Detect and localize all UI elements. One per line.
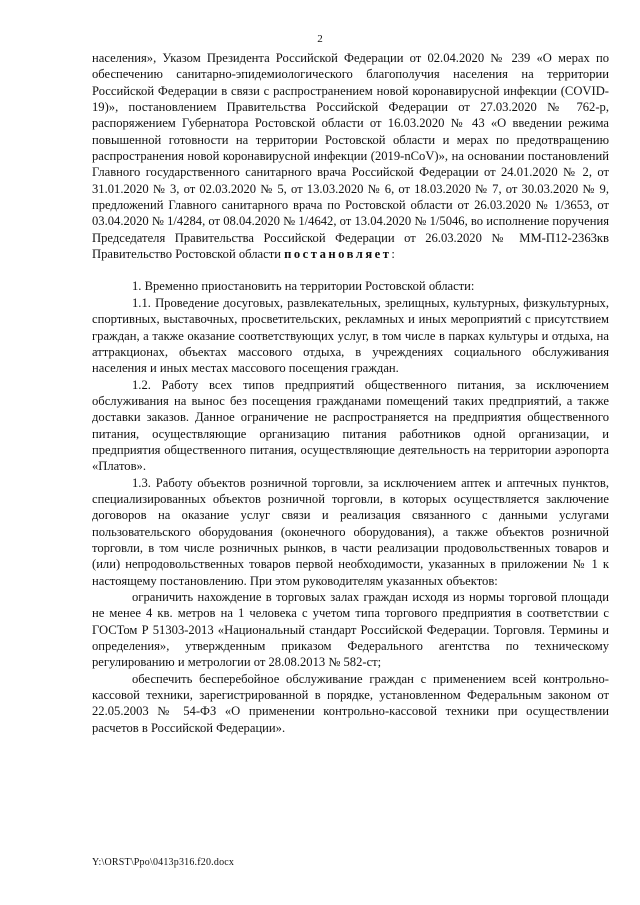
document-body bbox=[92, 50, 609, 736]
paragraph-1: 1. Временно приостановить на территории Ростовской области: bbox=[132, 279, 475, 294]
paragraph-1-2: 1.2. Работу всех типов предприятий общественного питания, за исключением обслуживания на вынос без посещения гражданами помещений таких предприятий, а также доставки заказов. Данное ограничение не распространяется на предприятия общественного питания, осуществляющие организацию питания работников одной организации, и предприятия общественного питания, осуществляющие деятельность на территории аэропорта «Платов». bbox=[92, 377, 609, 474]
file-path-footer: Y:\ORST\Ppo\0413p316.f20.docx bbox=[92, 857, 235, 868]
page-number: 2 bbox=[317, 33, 323, 45]
intro-paragraph bbox=[92, 50, 609, 262]
subparagraph-cash-registers: обеспечить бесперебойное обслуживание граждан с применением всей контрольно-кассовой техники, зарегистрированной в порядке, установленном Федеральным законом от 22.05.2003 № 54-ФЗ «О применении контрольно-кассовой техники при осуществлении расчетов в Российской Федерации». bbox=[92, 671, 609, 735]
paragraph-1-3: 1.3. Работу объектов розничной торговли, за исключением аптек и аптечных пунктов, специализированных объектов розничной торговли, в которых осуществляется заключение договоров на оказание услуг связи и реализация связанного с данными услугами пользовательского оборудования (оконечного оборудования), а также объектов розничной торговли, в том числе розничных рынков, в части реализации продовольственных товаров и (или) непродовольственных товаров первой необходимости, указанных в приложении № 1 к настоящему постановлению. При этом руководителям указанных объектов: bbox=[92, 475, 609, 588]
intro-text: населения», Указом Президента Российской Федерации от 02.04.2020 № 239 «О мерах по обеспечению санитарно-эпидемиологического благополучия населения на территории Российской Федерации в связи с распространением новой коронавирусной инфекции (COVID-19)», постановлением Правительства Российской Федерации от 27.03.2020 № 762-р, распоряжением Губернатора Ростовской области от 16.03.2020 № 43 «О введении режима повышенной готовности на территории Ростовской области и мерах по предотвращению распространения новой коронавирусной инфекции (2019-nCoV)», на основании постановлений Главного государственного санитарного врача Российской Федерации от 24.01.2020 № 2, от 31.01.2020 № 3, от 02.03.2020 № 5, от 13.03.2020 № 6, от 18.03.2020 № 7, от 30.03.2020 № 9, предложений Главного санитарного врача по Ростовской области от 26.03.2020 № 1/3653, от 03.04.2020 № 1/4284, от 08.04.2020 № 1/4642, от 13.04.2020 № 1/5046, во исполнение поручения Председателя Правительства Российской Федерации от 26.03.2020 № ММ-П12-2363кв Правительство Ростовской области bbox=[92, 51, 609, 262]
intro-tail: : bbox=[391, 247, 395, 262]
paragraph-1-1: 1.1. Проведение досуговых, развлекательных, зрелищных, культурных, физкультурных, спортивных, выставочных, просветительских, рекламных и иных мероприятий с присутствием граждан, а также оказание соответствующих услуг, в том числе в парках культуры и отдыха, на аттракционах, объектах массового отдыха, в учреждениях социального обслуживания населения и иных местах массового посещения граждан. bbox=[92, 295, 609, 376]
decree-word: постановляет bbox=[284, 247, 392, 262]
subparagraph-limit-visitors: ограничить нахождение в торговых залах граждан исходя из нормы торговой площади не менее 4 кв. метров на 1 человека с учетом типа торгового предприятия в соответствии с ГОСТом Р 51303-2013 «Национальный стандарт Российской Федерации. Торговля. Термины и определения», утвержденным приказом Федерального агентства по техническому регулированию и метрологии от 28.08.2013 № 582-ст; bbox=[92, 590, 609, 670]
